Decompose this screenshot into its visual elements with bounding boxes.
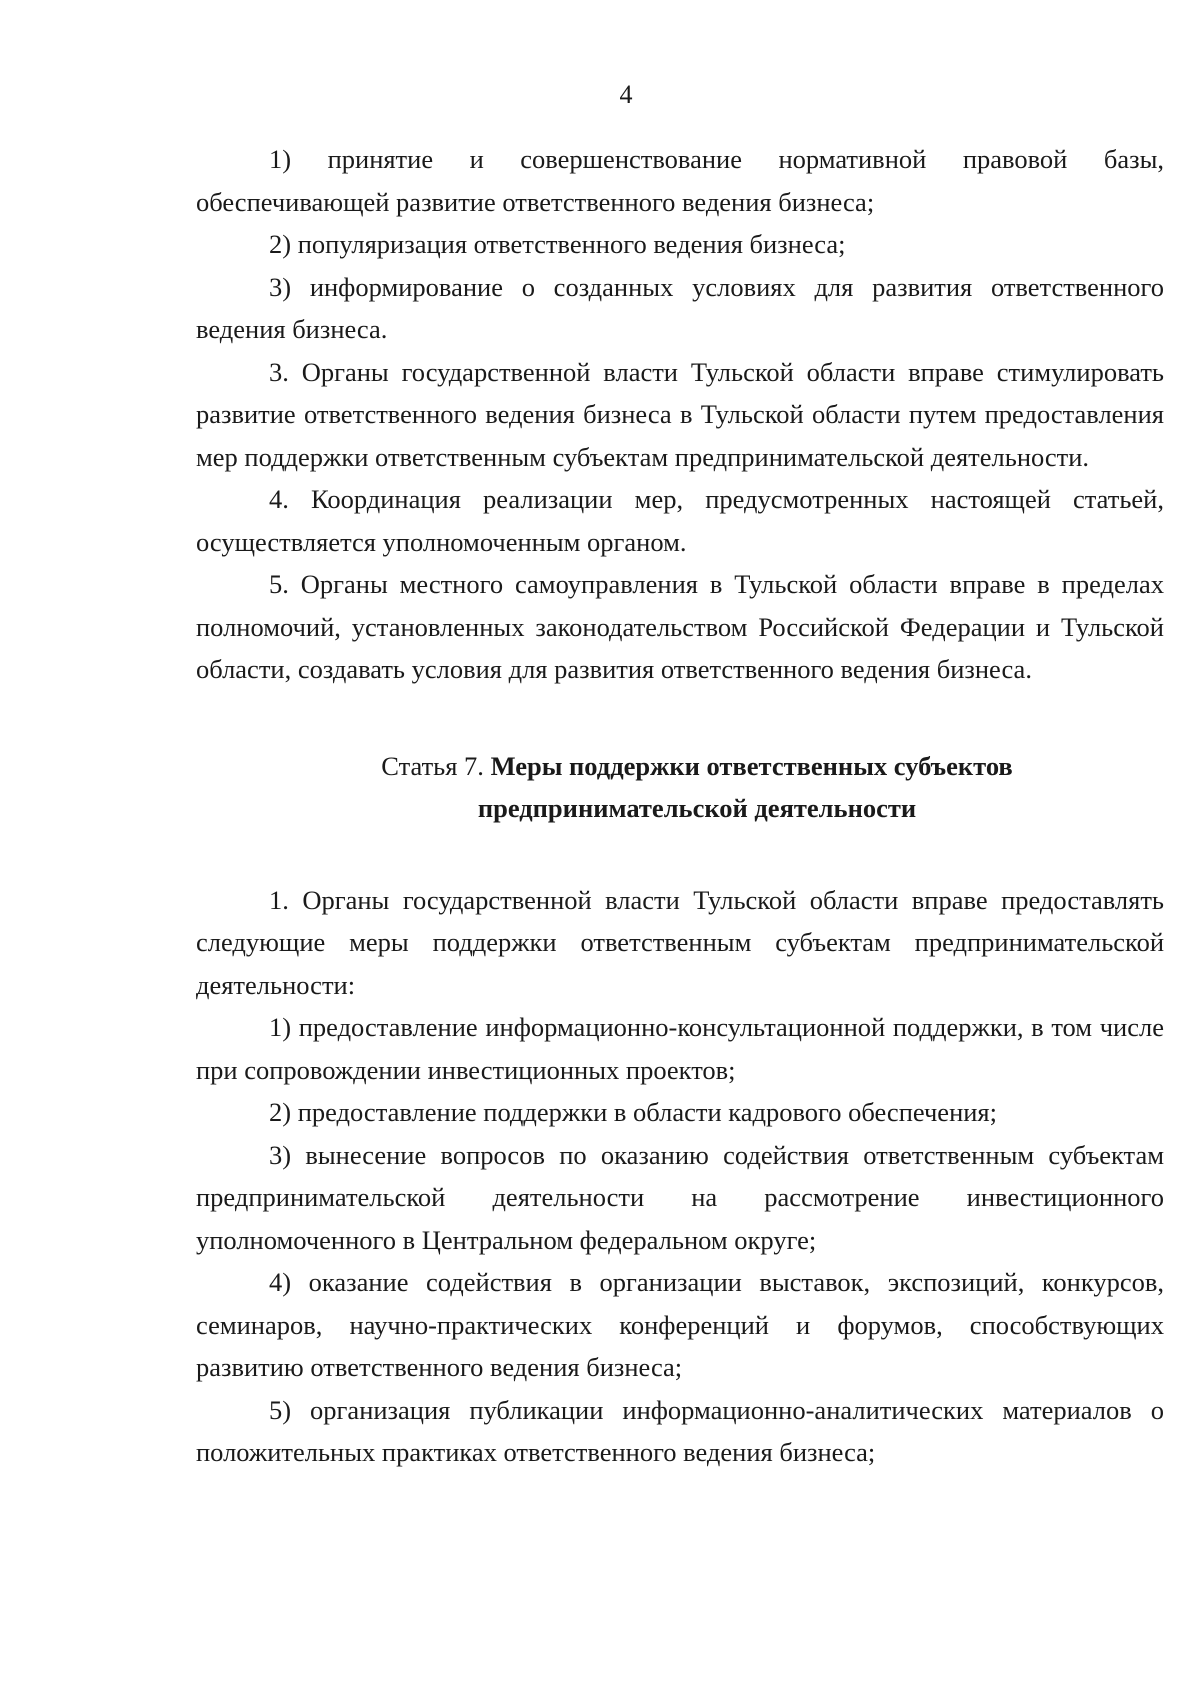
paragraph: 1) предоставление информационно-консультационной поддержки, в том числе при сопровождении инвестиционных проектов; <box>196 1012 1164 1085</box>
paragraph: 5) организация публикации информационно-аналитических материалов о положительных практиках ответственного ведения бизнеса; <box>196 1394 1164 1467</box>
article-title-line2: предпринимательской деятельности <box>477 792 917 823</box>
paragraph: 1. Органы государственной власти Тульской области вправе предоставлять следующие меры поддержки ответственным субъектам предпринимательской деятельности: <box>196 884 1164 1000</box>
paragraph: 4) оказание содействия в организации выставок, экспозиций, конкурсов, семинаров, научно-практических конференций и форумов, способствующих развитию ответственного ведения бизнеса; <box>196 1267 1164 1382</box>
paragraph: 4. Координация реализации мер, предусмотренных настоящей статьей, осуществляется уполномоченным органом. <box>196 484 1164 557</box>
page-number: 4 <box>619 80 633 109</box>
paragraph: 5. Органы местного самоуправления в Тульской области вправе в пределах полномочий, установленных законодательством Российской Федерации и Тульской области, создавать условия для развития ответственного ведения бизнеса. <box>196 569 1164 684</box>
article-title-line1: Меры поддержки ответственных субъектов <box>490 750 1013 781</box>
article-heading-line1 <box>230 745 1164 787</box>
document-body <box>196 138 1164 1474</box>
paragraph: 2) предоставление поддержки в области кадрового обеспечения; <box>269 1097 997 1127</box>
article-heading <box>196 745 1164 829</box>
paragraph: 2) популяризация ответственного ведения бизнеса; <box>269 229 846 259</box>
paragraph: 3) вынесение вопросов по оказанию содействия ответственным субъектам предпринимательской деятельности на рассмотрение инвестиционного уполномоченного в Центральном федеральном округе; <box>196 1139 1164 1255</box>
paragraph: 3. Органы государственной власти Тульской области вправе стимулировать развитие ответственного ведения бизнеса в Тульской области путем предоставления мер поддержки ответственным субъектам предпринимательской деятельности. <box>196 356 1164 472</box>
paragraph: 3) информирование о созданных условиях для развития ответственного ведения бизнеса. <box>196 271 1164 344</box>
article-label: Статья 7. <box>381 750 491 781</box>
paragraph: 1) принятие и совершенствование нормативной правовой базы, обеспечивающей развитие ответственного ведения бизнеса; <box>196 144 1164 217</box>
